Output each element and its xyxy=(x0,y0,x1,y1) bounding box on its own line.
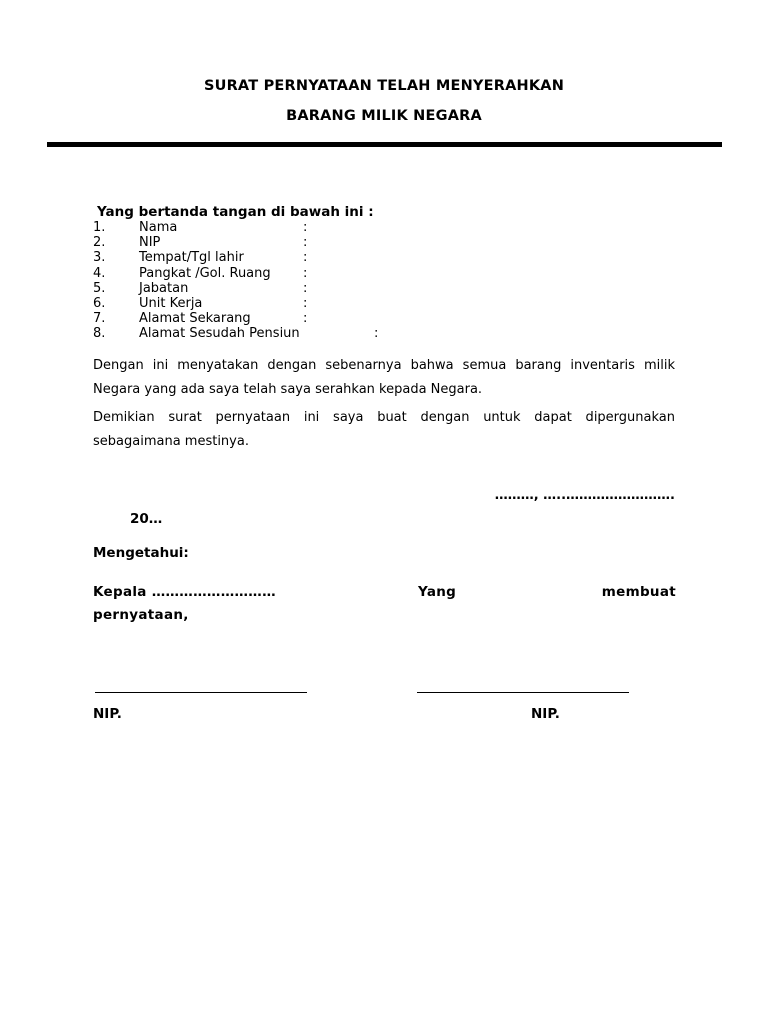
field-jabatan xyxy=(93,281,413,296)
right-signature-line xyxy=(417,692,629,693)
title-divider xyxy=(47,142,722,147)
field-colon: : xyxy=(303,311,308,327)
field-label: Alamat Sesudah Pensiun xyxy=(139,326,300,342)
document-title-line-1: SURAT PERNYATAAN TELAH MENYERAHKAN xyxy=(203,78,565,94)
intro-text: Yang bertanda tangan di bawah ini : xyxy=(97,204,374,220)
statement-paragraph: Dengan ini menyatakan dengan sebenarnya bahwa semua barang inventaris milik Negara yang ada saya telah saya serahkan kepada Negara. xyxy=(93,358,675,397)
document-title-line-2: BARANG MILIK NEGARA xyxy=(286,108,482,124)
field-label: Pangkat /Gol. Ruang xyxy=(139,265,271,281)
field-number: 5. xyxy=(93,280,106,296)
left-signature-line xyxy=(95,692,307,693)
field-colon: : xyxy=(303,235,308,251)
right-nip-label: NIP. xyxy=(531,706,560,722)
field-nama xyxy=(93,220,413,235)
field-unit-kerja xyxy=(93,296,413,311)
left-nip-label: NIP. xyxy=(93,706,122,722)
field-colon: : xyxy=(303,280,308,296)
field-colon: : xyxy=(303,265,308,281)
closing-paragraph: Demikian surat pernyataan ini saya buat dengan untuk dapat dipergunakan sebagaimana mestinya. xyxy=(93,410,675,449)
field-tempat-tgl-lahir xyxy=(93,250,413,265)
field-label: Alamat Sekarang xyxy=(139,311,251,327)
acknowledged-label: Mengetahui: xyxy=(93,545,189,561)
place-date-line: ………, …..……………………. xyxy=(494,488,675,503)
field-number: 7. xyxy=(93,311,106,327)
field-nip xyxy=(93,235,413,250)
field-pangkat-gol-ruang xyxy=(93,266,413,281)
declarant-label-word-3: pernyataan, xyxy=(93,607,189,623)
field-number: 8. xyxy=(93,326,106,342)
field-colon: : xyxy=(303,220,308,235)
field-label: Nama xyxy=(139,220,178,235)
field-alamat-sesudah-pensiun xyxy=(93,326,413,341)
field-colon: : xyxy=(303,295,308,311)
field-number: 4. xyxy=(93,265,106,281)
declarant-label-word-1: Yang xyxy=(418,584,457,600)
field-number: 1. xyxy=(93,220,106,235)
field-label: NIP xyxy=(139,235,161,251)
field-number: 2. xyxy=(93,235,106,251)
field-label: Jabatan xyxy=(139,280,189,296)
field-alamat-sekarang xyxy=(93,311,413,326)
field-colon: : xyxy=(303,250,308,266)
field-number: 6. xyxy=(93,295,106,311)
year-text: 20… xyxy=(130,511,163,527)
declarant-label-word-2: membuat xyxy=(601,584,676,600)
identity-field-list xyxy=(93,220,413,342)
head-signatory-label: Kepala ……………………… xyxy=(93,584,276,600)
field-number: 3. xyxy=(93,250,106,266)
field-label: Unit Kerja xyxy=(139,295,203,311)
field-colon: : xyxy=(374,326,379,342)
field-label: Tempat/Tgl lahir xyxy=(139,250,244,266)
